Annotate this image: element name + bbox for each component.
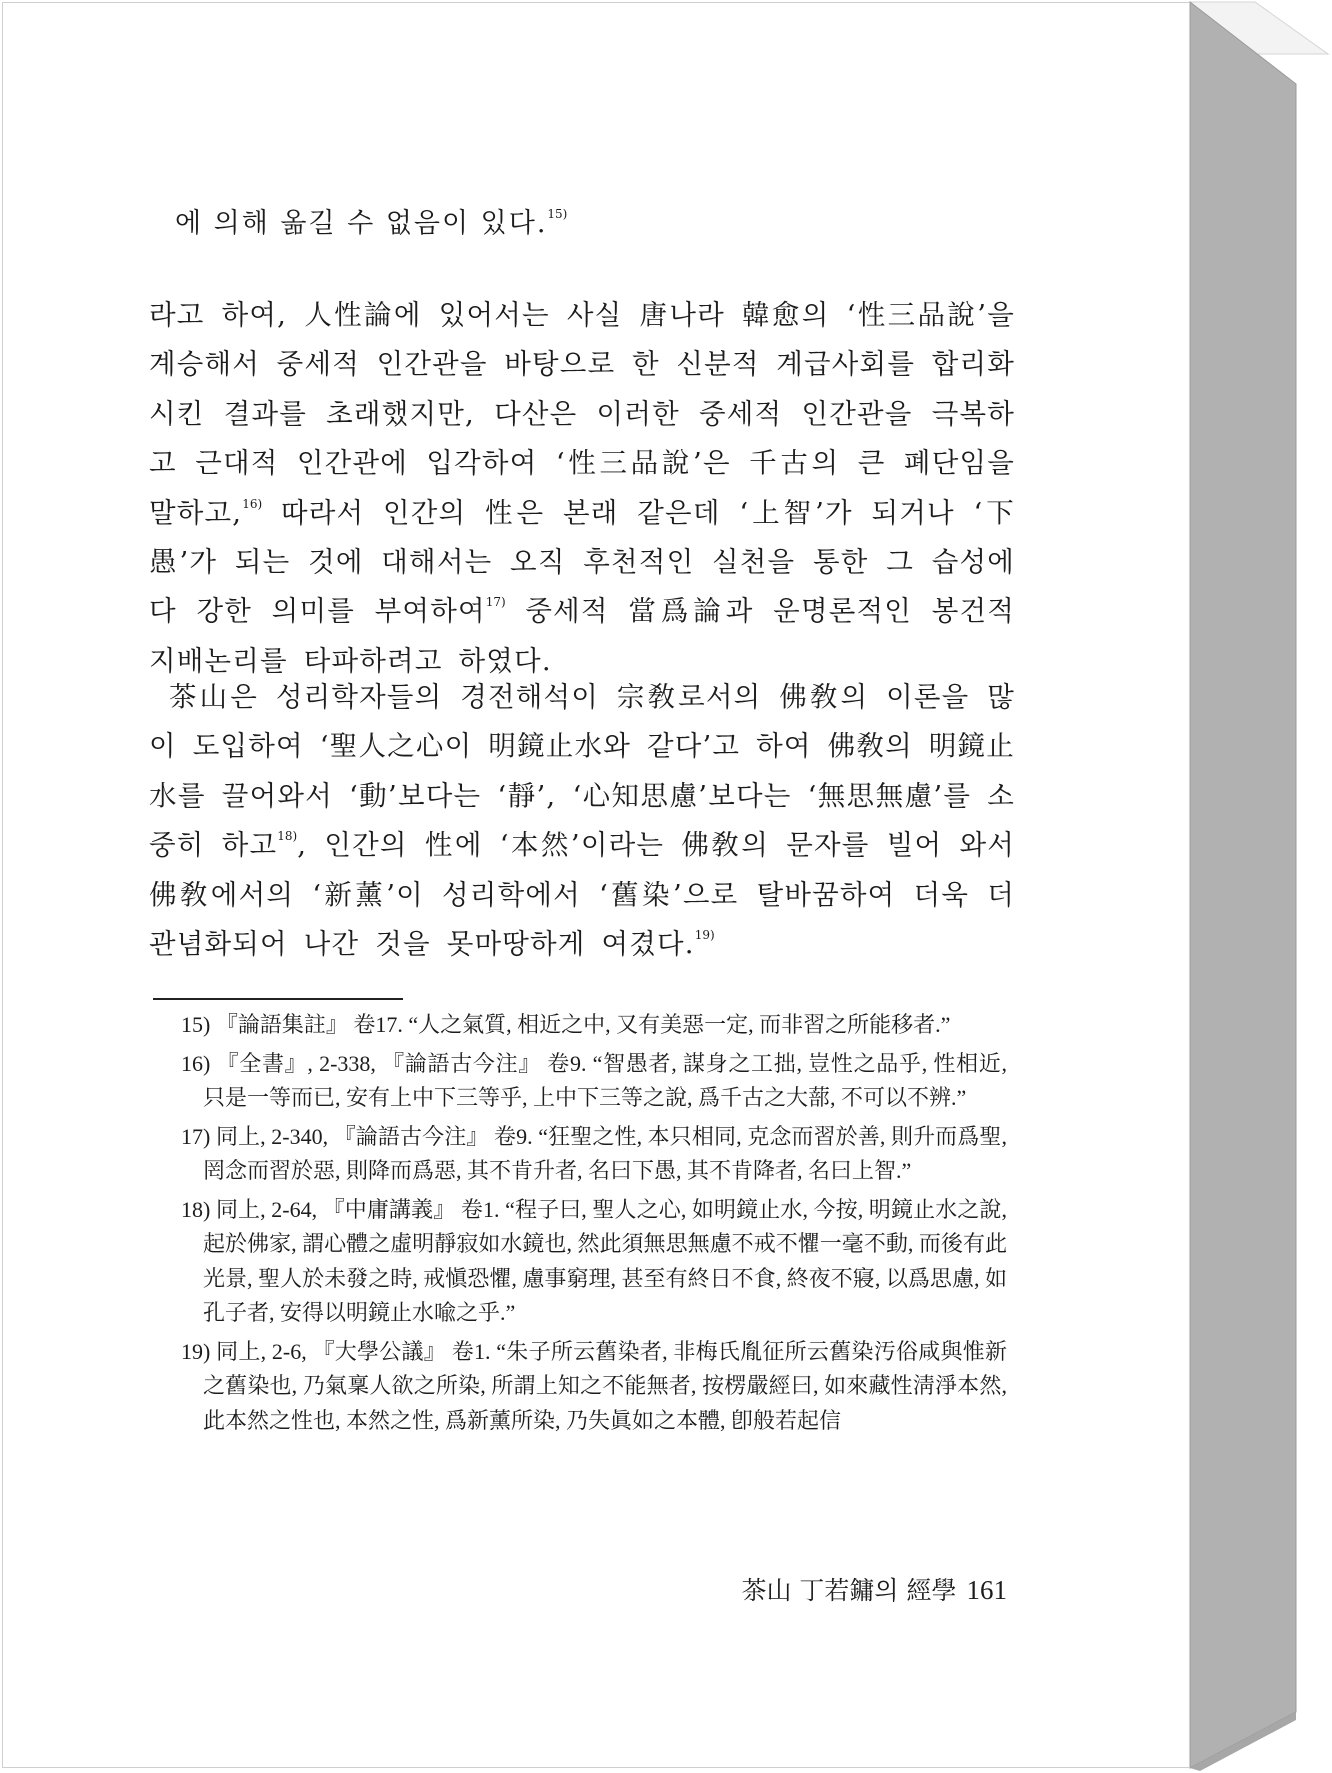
paragraph-2-text-a: 茶山은 성리학자들의 경전해석이 宗敎로서의 佛敎의 이론을 많이 도입하여 ‘聖人之心이 明鏡止水와 같다’고 하여 佛敎의 明鏡止水를 끌어와서 ‘動’보다는 ‘靜’, ‘心知思慮’보다는 ‘無思無慮’를 소중히 하고 — [149, 681, 1015, 862]
footnote-ref-19[interactable]: 19) — [694, 928, 715, 943]
book-page — [2, 2, 1190, 1768]
footnote-text: 『全書』, 2-338, 『論語古今注』 卷9. “智愚者, 謀身之工拙, 豈性之品乎, 性相近, 只是一等而已, 安有上中下三等乎, 上中下三等之說, 爲千古之大蔀, 不可以不辨.” — [203, 1050, 1008, 1110]
running-title: 茶山 丁若鏞의 經學 — [741, 1576, 957, 1605]
footnote-number: 17) — [181, 1123, 211, 1149]
footnote-text: 同上, 2-64, 『中庸講義』 卷1. “程子曰, 聖人之心, 如明鏡止水, 今按, 明鏡止水之說, 起於佛家, 謂心體之虛明靜寂如水鏡也, 然此須無思無慮不戒不懼一毫不動, 而後有此光景, 聖人於未發之時, 戒愼恐懼, 慮事窮理, 甚至有終日不食, 終夜不寢, 以爲思慮, 如孔子者, 安得以明鏡止水喩之乎.” — [203, 1196, 1008, 1325]
paragraph-1-text-a: 라고 하여, 人性論에 있어서는 사실 唐나라 韓愈의 ‘性三品說’을 계승해서 중세적 인간관을 바탕으로 한 신분적 계급사회를 합리화시킨 결과를 초래했지만, 다산은 이러한 중세적 인간관을 극복하고 근대적 인간관에 입각하여 ‘性三品說’은 千古의 큰 폐단임을 말하고, — [149, 299, 1015, 529]
footnote-text: 『論語集註』 卷17. “人之氣質, 相近之中, 又有美惡一定, 而非習之所能移者.” — [215, 1012, 951, 1037]
footnote-17 — [181, 1120, 1007, 1189]
footnote-ref-15[interactable]: 15) — [547, 207, 568, 221]
footnote-18 — [181, 1193, 1007, 1331]
paragraph-2-text-b: , 인간의 性에 ‘本然’이라는 佛敎의 문자를 빌어 와서 佛敎에서의 ‘新薰’이 성리학에서 ‘舊染’으로 탈바꿈하여 더욱 더 관념화되어 나간 것을 못마땅하게 여겼다. — [149, 829, 1015, 961]
footnote-ref-16[interactable]: 16) — [242, 496, 263, 511]
footnote-ref-18[interactable]: 18) — [277, 829, 298, 844]
quote-text: 에 의해 옮길 수 없음이 있다. — [175, 208, 548, 239]
footnote-19 — [181, 1335, 1007, 1439]
block-quote-tail — [175, 201, 567, 240]
footnote-number: 19) — [181, 1338, 211, 1364]
footnote-number: 15) — [181, 1012, 211, 1037]
footnote-text: 同上, 2-6, 『大學公議』 卷1. “朱子所云舊染者, 非梅氏胤征所云舊染汚俗咸與惟新之舊染也, 乃氣稟人欲之所染, 所謂上知之不能無者, 按楞嚴經曰, 如來藏性淸淨本然, 此本然之性也, 本然之性, 爲新薰所染, 乃失眞如之本體, 卽般若起信 — [203, 1338, 1008, 1433]
footnote-list — [181, 1008, 1007, 1442]
paragraph-1-text-c: 중세적 當爲論과 운명론적인 봉건적 지배논리를 타파하려고 하였다. — [149, 595, 1015, 677]
paragraph-2 — [149, 673, 1015, 969]
footnote-number: 18) — [181, 1196, 211, 1222]
footnote-number: 16) — [181, 1050, 211, 1076]
footnote-16 — [181, 1047, 1007, 1116]
paragraph-1 — [149, 291, 1015, 686]
footnote-divider — [153, 998, 403, 1000]
footnote-15 — [181, 1008, 1007, 1043]
paragraph-1-text-b: 따라서 인간의 性은 본래 같은데 ‘上智’가 되거나 ‘下愚’가 되는 것에 대해서는 오직 후천적인 실천을 통한 그 습성에다 강한 의미를 부여하여 — [149, 496, 1015, 628]
running-footer — [741, 1571, 1007, 1607]
page-number: 161 — [966, 1575, 1007, 1605]
footnote-ref-17[interactable]: 17) — [485, 595, 506, 610]
footnote-text: 同上, 2-340, 『論語古今注』 卷9. “狂聖之性, 本只相同, 克念而習於善, 則升而爲聖, 罔念而習於惡, 則降而爲惡, 其不肯升者, 名曰下愚, 其不肯降者, 名曰上智.” — [203, 1123, 1008, 1183]
